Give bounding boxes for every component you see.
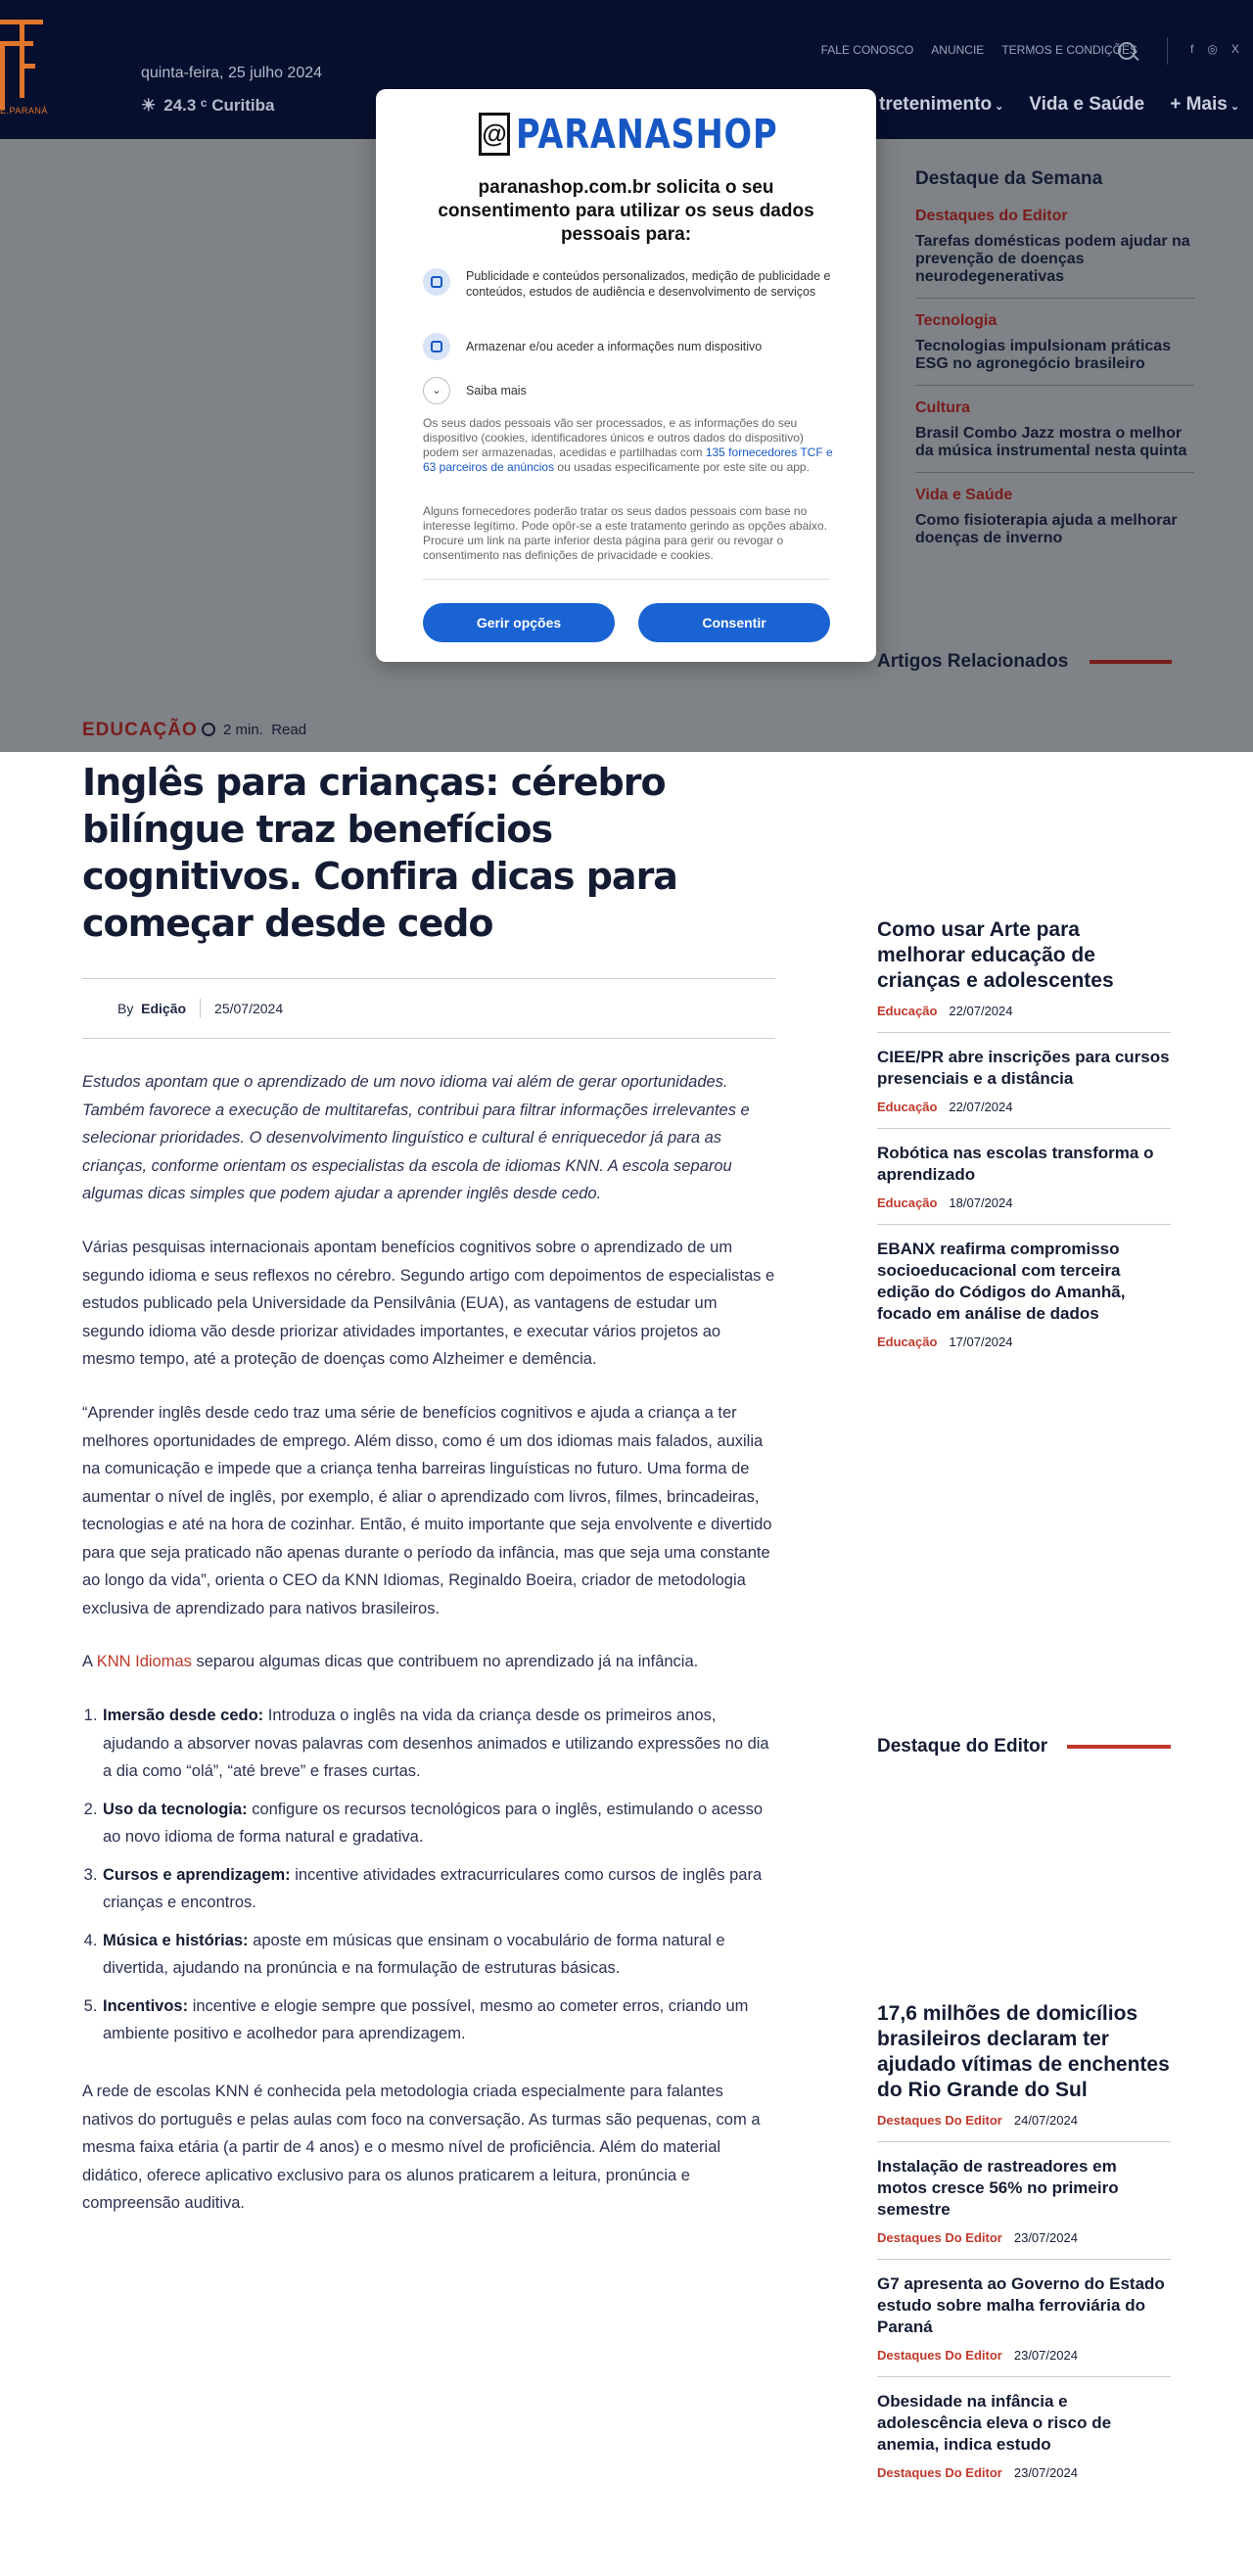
legitimate-interest-paragraph: Alguns fornecedores poderão tratar os seus dados pessoais com base no interesse legítimo. Pode opôr-se a este tratamento gerindo as opções abaixo. Procure um link na parte inferior desta página para gerir ou revogar o consentimento nas definições de privacidade e cookies.: [423, 504, 827, 562]
article-byline: By Edição 25/07/2024: [82, 978, 775, 1039]
tips-list: [82, 1702, 775, 2058]
related-item[interactable]: EBANX reafirma compromisso socioeducacional com terceira edição do Códigos do Amanhã, focado em análise de dados Educação 17/07/2024: [877, 1240, 1126, 1349]
article-title: Inglês para crianças: cérebro bilíngue traz benefícios cognitivos. Confira dicas para começar desde cedo: [82, 761, 677, 945]
list-item: 2. Uso da tecnologia: configure os recursos tecnológicos para o inglês, estimulando o acesso ao novo idioma de forma natural e gradativa.: [102, 1796, 775, 1851]
highlight-item[interactable]: Cultura Brasil Combo Jazz mostra o melhor da música instrumental nesta quinta: [915, 399, 1194, 473]
modal-divider: [423, 579, 829, 580]
x-icon[interactable]: X: [1230, 42, 1239, 56]
highlight-item[interactable]: Destaques do Editor Tarefas domésticas podem ajudar na prevenção de doenças neurodegenerativas: [915, 208, 1194, 299]
city-name: Curitiba: [211, 96, 275, 115]
list-item: 1. Imersão desde cedo: Introduza o inglês na vida da criança desde os primeiros anos, ajudando a absorver novas palavras com desenhos animados e utilizando expressões no dia a dia como “olá”, “até breve” e frases curtas.: [102, 1702, 775, 1786]
at-icon: @: [479, 113, 510, 156]
highlight-item[interactable]: Tecnologia Tecnologias impulsionam práticas ESG no agronegócio brasileiro: [915, 312, 1194, 386]
main-nav: [879, 94, 1239, 116]
related-item[interactable]: Robótica nas escolas transforma o aprendizado Educação 18/07/2024: [877, 1143, 1171, 1225]
consent-modal: [376, 89, 876, 662]
consent-paragraph: Os seus dados pessoais vão ser processados, e as informações do seu dispositivo (cookies, identificadores únicos e outros dados do dispositivo) podem ser armazenadas, acedidas e partilhadas com 135 fornecedores TCF e 63 parceiros de anúncios ou usadas especificamente por este site ou app.: [423, 416, 833, 474]
editor-item[interactable]: Obesidade na infância e adolescência eleva o risco de anemia, indica estudo Destaques Do Editor 23/07/2024: [877, 2392, 1112, 2480]
nav-item-vida-saude[interactable]: Vida e Saúde: [1029, 94, 1145, 115]
article-paragraph: “Aprender inglês desde cedo traz uma série de benefícios cognitivos e ajuda a criança a ter melhores oportunidades de emprego. Além disso, como é um dos idiomas mais falados, auxilia na comunicação e impede que a criança tenha barreiras linguísticas no futuro. Uma forma de aumentar o nível de inglês, por exemplo, é aliar o aprendizado com livros, filmes, brincadeiras, tecnologias e até na hora de cozinhar. Então, é muito importante que seja envolvente e divertido para que seja praticado não apenas durante o período da infância, mas que seja uma constante ao longo da vida”, orienta o CEO da KNN Idiomas, Reginaldo Boeira, criador de metodologia exclusiva de aprendizado para nativos brasileiros.: [82, 1404, 772, 1617]
contact-link[interactable]: FALE CONOSCO: [820, 43, 914, 57]
knn-link[interactable]: KNN Idiomas: [96, 1653, 192, 1670]
editor-highlights-title: Destaque do Editor: [877, 1736, 1048, 1756]
related-articles: [877, 917, 1171, 1377]
list-item: 5. Incentivos: incentive e elogie sempre que possível, mesmo ao cometer erros, criando um ambiente positivo e acolhedor para aprendizagem.: [102, 1992, 775, 2048]
article-lead: Estudos apontam que o aprendizado de um novo idioma vai além de gerar oportunidades. Também favorece a execução de multitarefas, contribui para filtrar informações irrelevantes e selecionar prioridades. O desenvolvimento linguístico e cultural é enriquecedor já para as crianças, conforme orientam os especialistas da escola de idiomas KNN. A escola separou algumas dicas simples que podem ajudar a aprender inglês desde cedo.: [82, 1073, 750, 1202]
search-icon[interactable]: [1118, 42, 1136, 60]
vendors-link[interactable]: 135 fornecedores TCF e 63 parceiros de anúncios: [423, 445, 833, 474]
chevron-down-icon[interactable]: ⌄: [423, 377, 450, 404]
chevron-down-icon: ⌄: [995, 101, 1004, 113]
header-divider: [1167, 37, 1168, 65]
author-link[interactable]: Edição: [141, 1001, 187, 1016]
terms-link[interactable]: TERMOS E CONDIÇÕES: [1001, 43, 1137, 57]
person-icon: [423, 268, 450, 296]
highlight-item[interactable]: Vida e Saúde Como fisioterapia ajuda a melhorar doenças de inverno: [915, 487, 1178, 546]
editor-item[interactable]: 17,6 milhões de domicílios brasileiros declaram ter ajudado vítimas de enchentes do Rio Grande do Sul Destaques Do Editor 24/07/2024: [877, 2001, 1171, 2142]
nav-item-mais[interactable]: + Mais ⌄: [1170, 94, 1240, 115]
learn-more-toggle[interactable]: ⌄ Saiba mais: [423, 377, 527, 404]
editor-item[interactable]: G7 apresenta ao Governo do Estado estudo sobre malha ferroviária do Paraná Destaques Do Editor 23/07/2024: [877, 2273, 1171, 2377]
article-paragraph: A rede de escolas KNN é conhecida pela metodologia criada especialmente para falantes nativos do português e pelas aulas com foco na conversação. As turmas são pequenas, com a mesma faixa etária (a partir de 4 anos) e o mesmo nível de proficiência. Além do material didático, oferece aplicativo exclusivo para os alunos praticarem a leitura, pronúncia e compreensão auditiva.: [82, 2083, 761, 2212]
related-item[interactable]: CIEE/PR abre inscrições para cursos presenciais e a distância Educação 22/07/2024: [877, 1047, 1171, 1129]
temperature: 24.3 ᶜ: [163, 96, 208, 115]
social-links: [1190, 42, 1239, 56]
editor-highlights: [877, 2001, 1171, 2507]
clock-icon: [202, 723, 215, 736]
editor-item[interactable]: Instalação de rastreadores em motos cresce 56% no primeiro semestre Destaques Do Editor 23/07/2024: [877, 2156, 1171, 2260]
title-underline: [1090, 660, 1172, 664]
publish-date: 25/07/2024: [214, 1001, 284, 1016]
title-underline: [1067, 1745, 1171, 1749]
list-item: 3. Cursos e aprendizagem: incentive atividades extracurriculares como cursos de inglês para crianças e encontros.: [102, 1861, 775, 1917]
manage-options-button[interactable]: Gerir opções: [423, 603, 615, 642]
facebook-icon[interactable]: f: [1190, 42, 1194, 56]
article-category[interactable]: EDUCAÇÃO: [82, 720, 198, 740]
related-item[interactable]: Como usar Arte para melhorar educação de crianças e adolescentes Educação 22/07/2024: [877, 917, 1171, 1033]
instagram-icon[interactable]: ◎: [1207, 42, 1218, 56]
weather-widget: [141, 96, 275, 116]
purpose-item: Publicidade e conteúdos personalizados, medição de publicidade e conteúdos, estudos de audiência e desenvolvimento de serviços: [423, 268, 834, 300]
article-paragraph: Várias pesquisas internacionais apontam benefícios cognitivos sobre o aprendizado de um segundo idioma e seus reflexos no cérebro. Segundo artigo com depoimentos de especialistas e estudos publicado pela Universidade da Pensilvânia (EUA), as vantagens de estudar um segundo idioma vão desde priorizar atividades importantes, e executar vários projetos ao mesmo tempo, até a proteção de doenças como Alzheimer e demência.: [82, 1239, 775, 1368]
chevron-down-icon: ⌄: [1230, 101, 1240, 113]
logo-subtitle: E.PARANÁ: [0, 106, 48, 116]
device-icon: [423, 333, 450, 360]
article-paragraph: A KNN Idiomas separou algumas dicas que contribuem no aprendizado já na infância.: [82, 1653, 699, 1670]
weekly-highlights: [915, 168, 1194, 573]
byline-divider: [200, 999, 201, 1018]
read-time: 2 min. Read: [202, 722, 306, 738]
list-item: 4. Música e histórias: aposte em músicas que ensinam o vocabulário de forma natural e divertida, ajudando na pronúncia e na formulação de estruturas básicas.: [102, 1927, 775, 1983]
current-date: quinta-feira, 25 julho 2024: [141, 65, 323, 81]
sun-icon: ☀: [141, 96, 157, 115]
top-links: [821, 43, 1137, 57]
purpose-item: Armazenar e/ou aceder a informações num dispositivo: [423, 333, 834, 360]
section-title: Destaque da Semana: [915, 168, 1103, 189]
consent-title: paranashop.com.br solicita o seu consentimento para utilizar os seus dados pessoais para:: [438, 177, 814, 245]
consent-button[interactable]: Consentir: [638, 603, 830, 642]
nav-item-entretenimento[interactable]: tretenimento ⌄: [879, 94, 1004, 115]
advertise-link[interactable]: ANUNCIE: [931, 43, 985, 57]
brand-logo: @ PARANASHOP: [479, 109, 835, 160]
related-title: Artigos Relacionados: [877, 651, 1069, 672]
